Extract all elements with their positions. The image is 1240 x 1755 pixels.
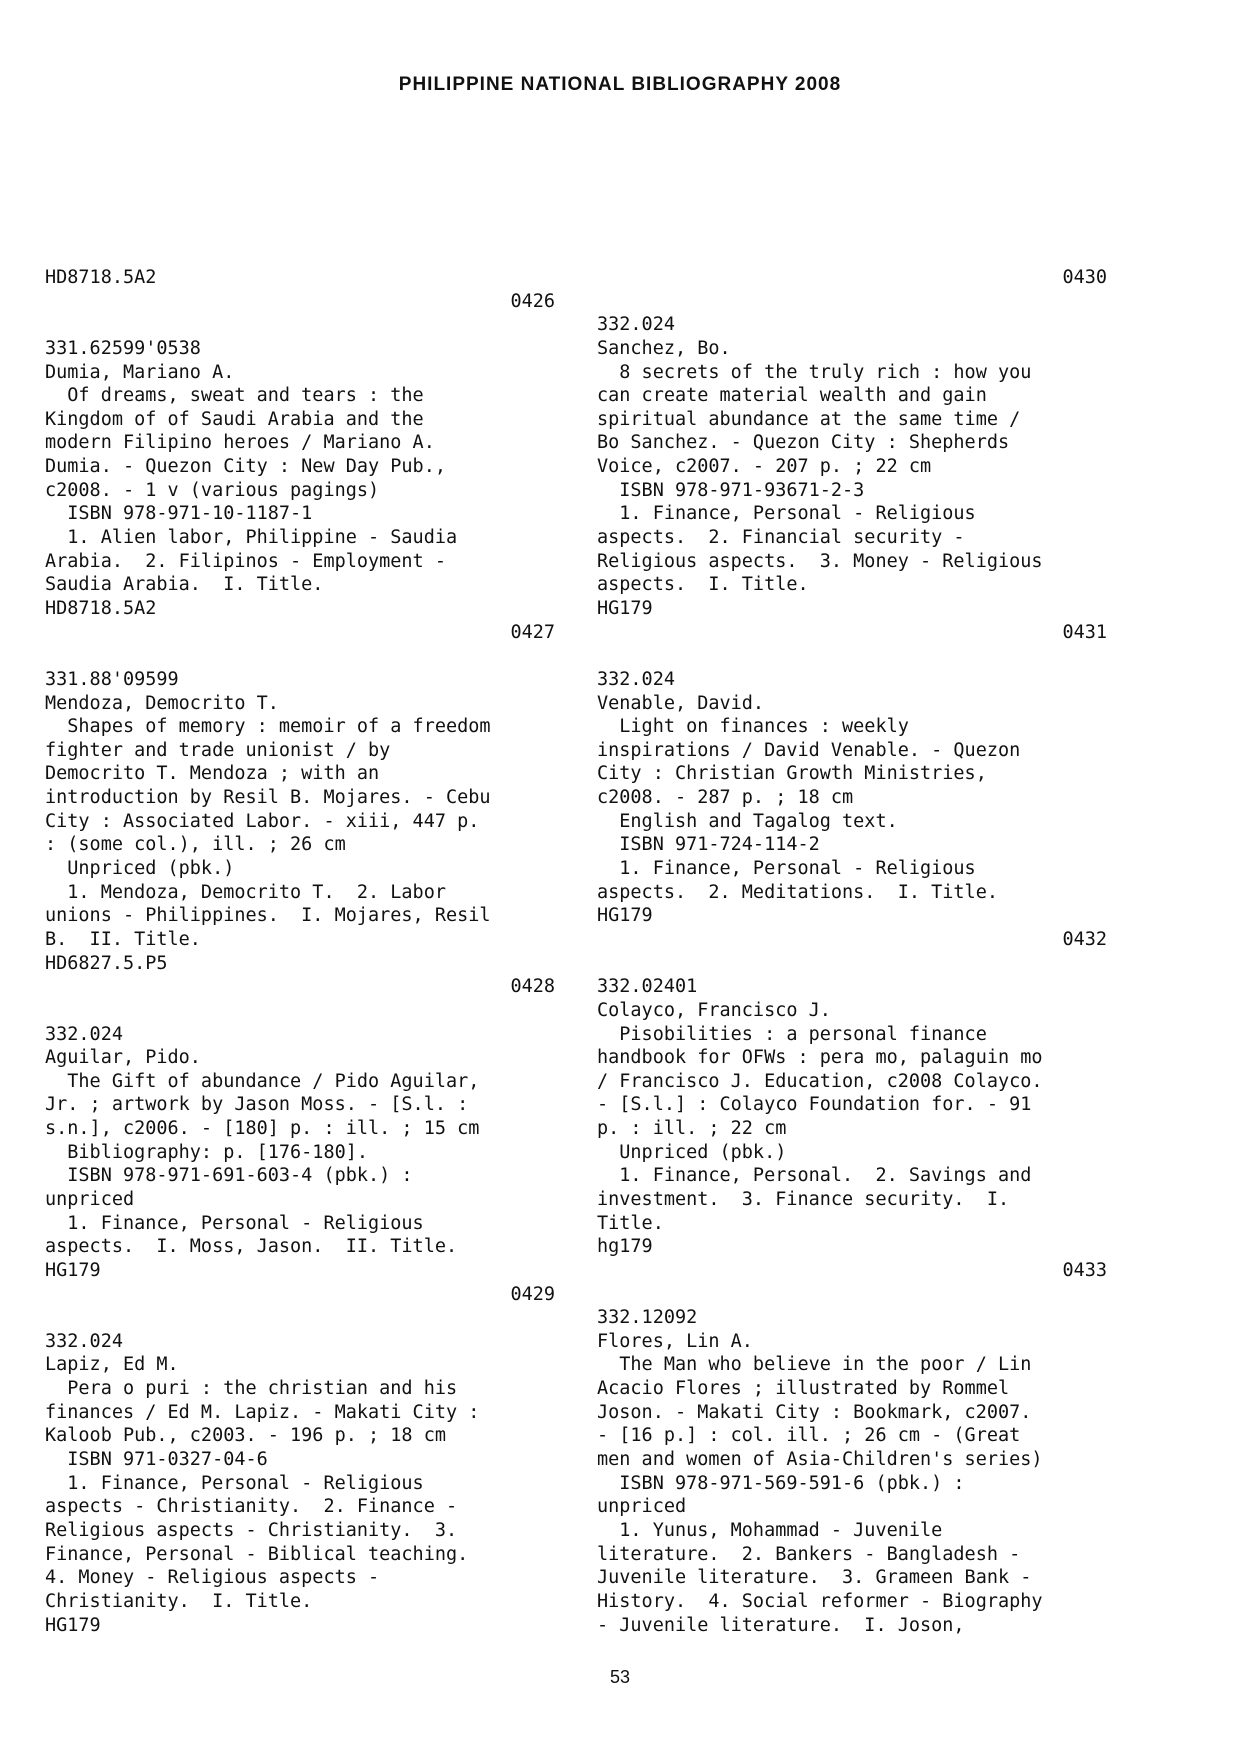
entry-line: 1. Alien labor, Philippine - Saudia [45, 527, 458, 549]
entry-line: c2008. - 287 p. ; 18 cm [597, 787, 854, 809]
entry-line: Light on finances : weekly [597, 716, 909, 738]
entry-line: Of dreams, sweat and tears : the [45, 385, 424, 407]
entry-line: HD8718.5A2 [45, 597, 157, 619]
entry-line: Religious aspects. 3. Money - Religious [597, 550, 1043, 572]
entry-line: Unpriced (pbk.) [45, 858, 235, 880]
entry-line: 332.024 [45, 1330, 123, 1352]
entry-line: fighter and trade unionist / by [45, 739, 391, 761]
entry-line: 332.024 [597, 668, 675, 690]
entry-line: ISBN 971-724-114-2 [597, 834, 820, 856]
entry-line: literature. 2. Bankers - Bangladesh - [597, 1543, 1021, 1565]
entry-number: 0429 [510, 1283, 555, 1305]
entry-line: aspects. 2. Financial security - [597, 527, 965, 549]
entry-line: aspects. I. Title. [597, 574, 809, 596]
entry-number: 0427 [510, 621, 555, 643]
entry-line: Joson. - Makati City : Bookmark, c2007. [597, 1401, 1032, 1423]
entry-line: Voice, c2007. - 207 p. ; 22 cm [597, 456, 932, 478]
entry-line: Flores, Lin A. [597, 1330, 753, 1352]
bibliography-column-left [45, 266, 555, 1637]
entry-line [597, 952, 1107, 976]
entry-line: 1. Finance, Personal - Religious [597, 503, 976, 525]
entry-line [597, 290, 1107, 314]
entry-number: 0430 [1062, 267, 1107, 288]
entry-line: finances / Ed M. Lapiz. - Makati City : [45, 1401, 480, 1423]
entry-line: 1. Mendoza, Democrito T. 2. Labor [45, 881, 446, 903]
entry-line: Juvenile literature. 3. Grameen Bank - [597, 1567, 1032, 1589]
entry-line: - [S.l.] : Colayco Foundation for. - 91 [597, 1094, 1032, 1116]
entry-line: HD8718.5A2 [45, 267, 157, 288]
entry-line: s.n.], c2006. - [180] p. : ill. ; 15 cm [45, 1118, 480, 1140]
entry-number: 0431 [1062, 621, 1107, 643]
entry-line: 1. Finance, Personal - Religious [45, 1212, 424, 1234]
entry-line: Unpriced (pbk.) [597, 1141, 787, 1163]
entry-line: ISBN 978-971-93671-2-3 [597, 479, 865, 501]
entry-line: / Francisco J. Education, c2008 Colayco. [597, 1070, 1043, 1092]
entry-line: Mendoza, Democrito T. [45, 692, 279, 714]
entry-line: unions - Philippines. I. Mojares, Resil [45, 905, 491, 927]
entry-line: 332.024 [597, 314, 675, 336]
entry-line: 332.12092 [597, 1307, 698, 1329]
entry-line: Aguilar, Pido. [45, 1047, 201, 1069]
entry-line: c2008. - 1 v (various pagings) [45, 479, 380, 501]
entry-line: Bibliography: p. [176-180]. [45, 1141, 369, 1163]
entry-line: The Gift of abundance / Pido Aguilar, [45, 1070, 480, 1092]
entry-line: men and women of Asia-Children's series) [597, 1449, 1043, 1471]
entry-line: aspects. I. Moss, Jason. II. Title. [45, 1236, 458, 1258]
entry-line: Democrito T. Mendoza ; with an [45, 763, 380, 785]
entry-line: ISBN 978-971-691-603-4 (pbk.) : [45, 1165, 413, 1187]
entry-line: Title. [597, 1212, 664, 1234]
entry-line: 332.024 [45, 1023, 123, 1045]
entry-line: B. II. Title. [45, 928, 201, 950]
entry-line: Sanchez, Bo. [597, 337, 731, 359]
entry-line [597, 1283, 1107, 1307]
entry-line: 332.02401 [597, 976, 698, 998]
entry-line: City : Associated Labor. - xiii, 447 p. [45, 810, 480, 832]
entry-line: 331.62599'0538 [45, 337, 201, 359]
entry-line: modern Filipino heroes / Mariano A. [45, 432, 435, 454]
entry-number: 0433 [1062, 1259, 1107, 1281]
entry-line [45, 999, 555, 1023]
entry-line [597, 644, 1107, 668]
entry-line: English and Tagalog text. [597, 810, 898, 832]
entry-line: Pisobilities : a personal finance [597, 1023, 987, 1045]
entry-line: Arabia. 2. Filipinos - Employment - [45, 550, 446, 572]
entry-line: spiritual abundance at the same time / [597, 408, 1021, 430]
entry-line: 1. Finance, Personal - Religious [45, 1472, 424, 1494]
entry-line: HG179 [597, 597, 653, 619]
entry-line: Kaloob Pub., c2003. - 196 p. ; 18 cm [45, 1425, 446, 1447]
entry-line: introduction by Resil B. Mojares. - Cebu [45, 787, 491, 809]
entry-line: can create material wealth and gain [597, 385, 987, 407]
entry-line: ISBN 978-971-569-591-6 (pbk.) : [597, 1472, 965, 1494]
entry-line: HG179 [597, 905, 653, 927]
bibliography-column-right [597, 266, 1107, 1637]
entry-line: Pera o puri : the christian and his [45, 1378, 458, 1400]
entry-number: 0426 [510, 290, 555, 312]
entry-line: Jr. ; artwork by Jason Moss. - [S.l. : [45, 1094, 469, 1116]
page-number: 53 [609, 1667, 631, 1687]
entry-line: Christianity. I. Title. [45, 1590, 313, 1612]
entry-line: ISBN 978-971-10-1187-1 [45, 503, 313, 525]
entry-line: Shapes of memory : memoir of a freedom [45, 716, 491, 738]
entry-line: The Man who believe in the poor / Lin [597, 1354, 1032, 1376]
entry-line: Colayco, Francisco J. [597, 999, 831, 1021]
entry-line: Kingdom of of Saudi Arabia and the [45, 408, 424, 430]
entry-line: HD6827.5.P5 [45, 952, 168, 974]
entry-line: hg179 [597, 1236, 653, 1258]
entry-line: Dumia. - Quezon City : New Day Pub., [45, 456, 446, 478]
entry-line: Religious aspects - Christianity. 3. [45, 1519, 458, 1541]
entry-line [45, 313, 555, 337]
entry-line: Finance, Personal - Biblical teaching. [45, 1543, 469, 1565]
entry-line: ISBN 971-0327-04-6 [45, 1449, 268, 1471]
entry-line: unpriced [45, 1188, 135, 1210]
entry-line: Saudia Arabia. I. Title. [45, 574, 324, 596]
entry-line: handbook for OFWs : pera mo, palaguin mo [597, 1047, 1043, 1069]
entry-line: : (some col.), ill. ; 26 cm [45, 834, 346, 856]
entry-line: inspirations / David Venable. - Quezon [597, 739, 1021, 761]
entry-line: 8 secrets of the truly rich : how you [597, 361, 1032, 383]
entry-line: p. : ill. ; 22 cm [597, 1118, 787, 1140]
entry-line: investment. 3. Finance security. I. [597, 1188, 1010, 1210]
entry-line: City : Christian Growth Ministries, [597, 763, 987, 785]
entry-line: - Juvenile literature. I. Joson, [597, 1614, 965, 1636]
entry-line: Venable, David. [597, 692, 765, 714]
entry-line: 4. Money - Religious aspects - [45, 1567, 380, 1589]
entry-line [45, 644, 555, 668]
entry-number: 0428 [510, 976, 555, 998]
entry-line: 1. Finance, Personal - Religious [597, 858, 976, 880]
entry-line: 1. Yunus, Mohammad - Juvenile [597, 1519, 943, 1541]
entry-line: 331.88'09599 [45, 668, 179, 690]
entry-line: aspects - Christianity. 2. Finance - [45, 1496, 458, 1518]
entry-line: Bo Sanchez. - Quezon City : Shepherds [597, 432, 1010, 454]
entry-line: HG179 [45, 1614, 101, 1636]
entry-line: HG179 [45, 1259, 101, 1281]
entry-line [45, 1306, 555, 1330]
entry-line: unpriced [597, 1496, 687, 1518]
entry-line: Lapiz, Ed M. [45, 1354, 179, 1376]
entry-line: aspects. 2. Meditations. I. Title. [597, 881, 998, 903]
entry-line: Acacio Flores ; illustrated by Rommel [597, 1378, 1010, 1400]
page-title: PHILIPPINE NATIONAL BIBLIOGRAPHY 2008 [398, 74, 842, 95]
entry-line: - [16 p.] : col. ill. ; 26 cm - (Great [597, 1425, 1021, 1447]
entry-number: 0432 [1062, 928, 1107, 950]
entry-line: Dumia, Mariano A. [45, 361, 235, 383]
entry-line: 1. Finance, Personal. 2. Savings and [597, 1165, 1032, 1187]
entry-line: History. 4. Social reformer - Biography [597, 1590, 1043, 1612]
